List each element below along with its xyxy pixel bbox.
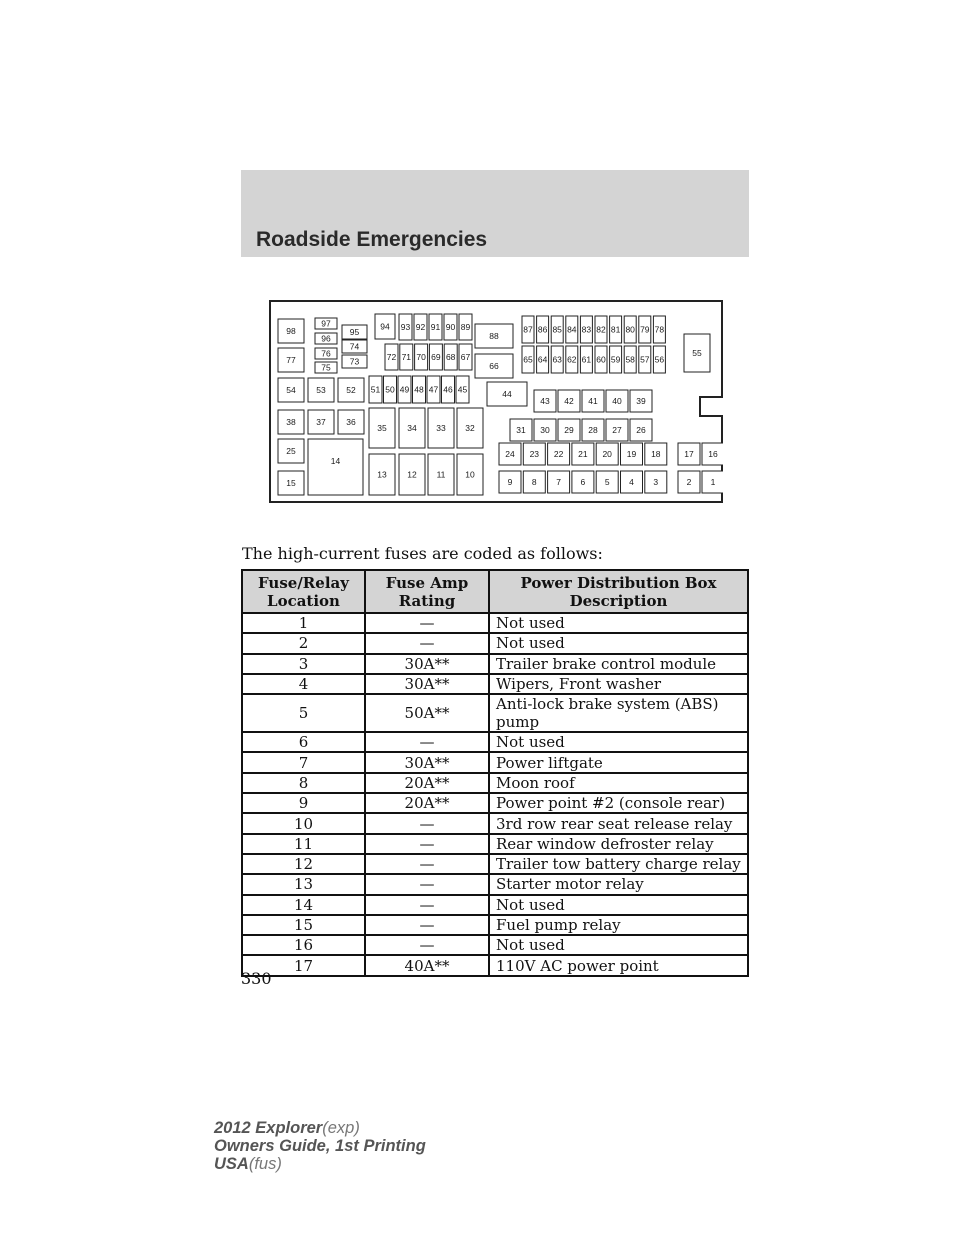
fuse-label-25: 25 xyxy=(286,446,296,456)
fuse-label-62: 62 xyxy=(567,354,577,365)
table-row xyxy=(242,613,748,633)
footer-model-code: (exp) xyxy=(322,1119,360,1137)
fuse-label-83: 83 xyxy=(581,324,592,335)
fuse-label-27: 27 xyxy=(612,425,622,435)
cell-description: Anti-lock brake system (ABS) pump xyxy=(489,694,748,732)
fuse-label-26: 26 xyxy=(636,425,646,435)
cell-location: 10 xyxy=(242,813,365,833)
footer-line-2: Owners Guide, 1st Printing xyxy=(214,1137,426,1155)
fuse-label-84: 84 xyxy=(567,324,577,335)
cell-description: Starter motor relay xyxy=(489,874,748,894)
fuse-label-58: 58 xyxy=(625,354,635,365)
fuse-label-9: 9 xyxy=(507,477,513,487)
fuse-label-91: 91 xyxy=(430,322,441,332)
fuse-label-3: 3 xyxy=(653,477,659,487)
fuse-label-69: 69 xyxy=(431,352,441,362)
fuse-label-13: 13 xyxy=(377,469,387,480)
fuse-label-7: 7 xyxy=(556,477,561,487)
fuse-label-32: 32 xyxy=(465,423,475,433)
fuse-label-41: 41 xyxy=(588,396,598,406)
fuse-label-36: 36 xyxy=(346,417,356,427)
cell-amp-rating: 40A** xyxy=(365,955,489,975)
cell-location: 3 xyxy=(242,654,365,674)
cell-amp-rating: — xyxy=(365,915,489,935)
fuse-label-80: 80 xyxy=(625,324,635,335)
fuse-label-10: 10 xyxy=(465,469,475,480)
fuse-label-17: 17 xyxy=(684,449,694,459)
table-row xyxy=(242,834,748,854)
cell-description: Not used xyxy=(489,895,748,915)
cell-amp-rating: 30A** xyxy=(365,752,489,772)
fuse-label-53: 53 xyxy=(316,385,326,395)
table-row xyxy=(242,793,748,813)
cell-location: 7 xyxy=(242,752,365,772)
fuse-label-75: 75 xyxy=(321,362,331,373)
cell-description: 110V AC power point xyxy=(489,955,748,975)
cell-description: Not used xyxy=(489,732,748,752)
cell-description: Trailer tow battery charge relay xyxy=(489,854,748,874)
fuse-label-47: 47 xyxy=(428,384,439,395)
fuse-label-34: 34 xyxy=(407,423,417,433)
table-header-row xyxy=(242,570,748,613)
cell-location: 9 xyxy=(242,793,365,813)
fuse-label-98: 98 xyxy=(286,326,296,336)
cell-description: Fuel pump relay xyxy=(489,915,748,935)
table-row xyxy=(242,955,748,975)
fuse-label-55: 55 xyxy=(692,348,702,358)
cell-description: Power liftgate xyxy=(489,752,748,772)
fuse-label-4: 4 xyxy=(629,477,634,487)
cell-location: 6 xyxy=(242,732,365,752)
table-row xyxy=(242,633,748,653)
cell-description: Moon roof xyxy=(489,773,748,793)
fuse-label-5: 5 xyxy=(604,477,610,487)
footer-market-code: (fus) xyxy=(248,1155,282,1173)
footer xyxy=(214,1119,426,1173)
fuse-label-56: 56 xyxy=(654,354,665,365)
cell-location: 11 xyxy=(242,834,365,854)
footer-line-1 xyxy=(214,1119,426,1137)
fuse-label-64: 64 xyxy=(537,354,548,365)
cell-description: Wipers, Front washer xyxy=(489,674,748,694)
fuse-label-6: 6 xyxy=(580,477,586,487)
intro-text: The high-current fuses are coded as follows: xyxy=(242,544,603,563)
fuse-label-82: 82 xyxy=(596,324,606,335)
fuse-label-38: 38 xyxy=(286,417,296,427)
fuse-label-31: 31 xyxy=(516,425,526,435)
fuse-label-68: 68 xyxy=(445,352,456,362)
cell-description: Not used xyxy=(489,935,748,955)
fuse-label-42: 42 xyxy=(564,396,574,406)
fuse-label-65: 65 xyxy=(523,354,533,365)
cell-amp-rating: — xyxy=(365,895,489,915)
fuse-label-87: 87 xyxy=(523,324,533,335)
fuse-label-8: 8 xyxy=(531,477,537,487)
fuse-label-21: 21 xyxy=(578,449,588,459)
fuse-label-73: 73 xyxy=(349,356,360,367)
fuse-label-60: 60 xyxy=(596,354,606,365)
fuse-label-20: 20 xyxy=(602,449,612,459)
fuse-label-12: 12 xyxy=(407,469,417,480)
table-row xyxy=(242,854,748,874)
fuse-label-63: 63 xyxy=(552,354,562,365)
fuse-label-40: 40 xyxy=(612,396,622,406)
fuse-label-11: 11 xyxy=(436,469,446,480)
cell-amp-rating: — xyxy=(365,732,489,752)
fuse-label-14: 14 xyxy=(330,456,341,466)
fuse-label-46: 46 xyxy=(443,384,453,395)
cell-amp-rating: 30A** xyxy=(365,654,489,674)
table-row xyxy=(242,895,748,915)
fuse-label-28: 28 xyxy=(588,425,598,435)
fuse-label-39: 39 xyxy=(636,396,646,406)
fuse-slot-14 xyxy=(308,439,363,495)
fuse-label-35: 35 xyxy=(377,423,387,433)
cell-amp-rating: — xyxy=(365,935,489,955)
cell-location: 17 xyxy=(242,955,365,975)
cell-location: 15 xyxy=(242,915,365,935)
table-row xyxy=(242,915,748,935)
cell-description: Power point #2 (console rear) xyxy=(489,793,748,813)
fuse-label-18: 18 xyxy=(651,449,661,459)
table-row xyxy=(242,935,748,955)
cell-description: Trailer brake control module xyxy=(489,654,748,674)
section-header xyxy=(241,170,749,257)
cell-location: 8 xyxy=(242,773,365,793)
fuse-label-95: 95 xyxy=(349,327,360,337)
fuse-label-70: 70 xyxy=(416,352,426,362)
fuse-label-76: 76 xyxy=(321,348,331,359)
fuse-label-61: 61 xyxy=(581,354,592,365)
fuse-label-43: 43 xyxy=(540,396,550,406)
cell-location: 16 xyxy=(242,935,365,955)
header-description: Power Distribution Box Description xyxy=(489,570,748,613)
fuse-label-90: 90 xyxy=(445,322,456,332)
fuse-label-92: 92 xyxy=(415,322,426,332)
fuse-label-93: 93 xyxy=(400,322,411,332)
fuse-table xyxy=(241,569,749,977)
footer-line-3 xyxy=(214,1155,426,1173)
fuse-label-51: 51 xyxy=(370,384,381,395)
cell-amp-rating: — xyxy=(365,813,489,833)
fuse-label-2: 2 xyxy=(686,477,692,487)
footer-model: 2012 Explorer xyxy=(214,1119,323,1137)
fuse-label-19: 19 xyxy=(626,449,637,459)
fuse-label-94: 94 xyxy=(380,321,390,332)
cell-amp-rating: 20A** xyxy=(365,793,489,813)
cell-amp-rating: 50A** xyxy=(365,694,489,732)
page-number: 330 xyxy=(241,969,272,988)
fuse-label-45: 45 xyxy=(457,384,468,395)
cell-amp-rating: — xyxy=(365,854,489,874)
fuse-label-85: 85 xyxy=(552,324,562,335)
header-amp-rating: Fuse Amp Rating xyxy=(365,570,489,613)
cell-description: Not used xyxy=(489,633,748,653)
fuse-label-30: 30 xyxy=(540,425,550,435)
table-row xyxy=(242,674,748,694)
table-row xyxy=(242,694,748,732)
fuse-label-57: 57 xyxy=(640,354,650,365)
fuse-label-49: 49 xyxy=(399,384,410,395)
cell-amp-rating: — xyxy=(365,834,489,854)
fuse-label-78: 78 xyxy=(654,324,665,335)
fuse-label-44: 44 xyxy=(502,389,512,399)
fuse-label-88: 88 xyxy=(489,331,499,341)
table-row xyxy=(242,752,748,772)
fuse-label-54: 54 xyxy=(286,385,296,395)
cell-location: 2 xyxy=(242,633,365,653)
table-row xyxy=(242,732,748,752)
fuse-box-svg xyxy=(269,300,723,503)
fuse-label-15: 15 xyxy=(286,478,296,488)
fuse-label-96: 96 xyxy=(321,333,331,344)
fuse-label-72: 72 xyxy=(386,352,397,362)
cell-amp-rating: — xyxy=(365,633,489,653)
cell-location: 12 xyxy=(242,854,365,874)
cell-location: 14 xyxy=(242,895,365,915)
table-row xyxy=(242,813,748,833)
fuse-label-77: 77 xyxy=(286,355,296,365)
fuse-label-86: 86 xyxy=(537,324,548,335)
fuse-label-79: 79 xyxy=(640,324,650,335)
fuse-label-23: 23 xyxy=(529,449,540,459)
fuse-label-81: 81 xyxy=(610,324,621,335)
table-row xyxy=(242,654,748,674)
fuse-label-67: 67 xyxy=(460,352,471,362)
cell-location: 13 xyxy=(242,874,365,894)
fuse-label-37: 37 xyxy=(316,417,326,427)
fuse-label-66: 66 xyxy=(489,361,499,371)
cell-amp-rating: 20A** xyxy=(365,773,489,793)
table-row xyxy=(242,773,748,793)
cell-amp-rating: 30A** xyxy=(365,674,489,694)
fuse-label-59: 59 xyxy=(610,354,621,365)
cell-amp-rating: — xyxy=(365,613,489,633)
fuse-label-97: 97 xyxy=(321,318,331,329)
cell-description: Rear window defroster relay xyxy=(489,834,748,854)
fuse-label-89: 89 xyxy=(460,322,471,332)
fuse-box-diagram xyxy=(269,300,723,503)
fuse-label-50: 50 xyxy=(385,384,395,395)
footer-market: USA xyxy=(214,1155,249,1173)
cell-description: 3rd row rear seat release relay xyxy=(489,813,748,833)
fuse-label-22: 22 xyxy=(553,449,564,459)
fuse-label-1: 1 xyxy=(710,477,716,487)
table-body xyxy=(242,613,748,976)
cell-location: 5 xyxy=(242,694,365,732)
fuse-label-71: 71 xyxy=(401,352,412,362)
cell-description: Not used xyxy=(489,613,748,633)
fuse-label-52: 52 xyxy=(346,385,356,395)
cell-location: 4 xyxy=(242,674,365,694)
cell-location: 1 xyxy=(242,613,365,633)
fuse-label-74: 74 xyxy=(349,341,360,352)
fuse-label-48: 48 xyxy=(414,384,424,395)
table-row xyxy=(242,874,748,894)
fuse-label-29: 29 xyxy=(564,425,574,435)
fuse-label-16: 16 xyxy=(708,449,718,459)
cell-amp-rating: — xyxy=(365,874,489,894)
fuse-label-24: 24 xyxy=(505,449,515,459)
header-location: Fuse/Relay Location xyxy=(242,570,365,613)
section-title: Roadside Emergencies xyxy=(256,228,488,251)
fuse-label-33: 33 xyxy=(436,423,446,433)
